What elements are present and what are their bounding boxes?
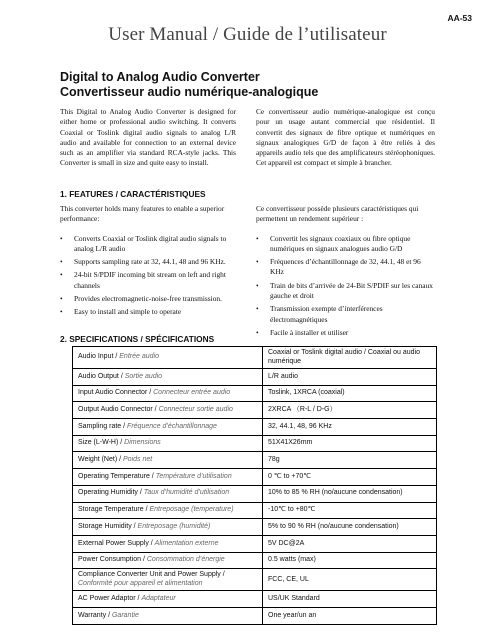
- spec-value: 0 ℃ to +70℃: [263, 469, 437, 486]
- spec-label-fr: Dimensions: [124, 439, 161, 447]
- spec-label-en: Output Audio Connector: [78, 406, 153, 414]
- spec-label: Operating Humidity / Taux d’humidité d’utilisation: [73, 485, 263, 502]
- spec-label: Sampling rate / Fréquence d’échantillonnage: [73, 419, 263, 436]
- feature-item: • Easy to install and simple to operate: [60, 307, 236, 317]
- table-row: [73, 502, 437, 519]
- features-heading: 1. FEATURES / CARACTÉRISTIQUES: [60, 189, 206, 199]
- features-en: [60, 204, 236, 321]
- spec-label-en: Sampling rate: [78, 422, 122, 430]
- spec-label-en: Weight (Net): [78, 456, 118, 464]
- intro-en: This Digital to Analog Audio Converter is designed for either home or professional audio switching. It converts Coaxial or Toslink digital audio signals to analog L/R audio and available for connection to an external device such as an amplifier via standard RCA-style jacks. This Converter is small in size and quite easy to install.: [60, 107, 236, 168]
- table-row: [73, 419, 437, 436]
- table-row: [73, 347, 437, 369]
- spec-label-fr: Température d’utilisation: [155, 472, 232, 480]
- spec-label-fr: Connecteur entrée audio: [153, 389, 231, 397]
- intro-fr: Ce convertisseur audio numérique-analogique est conçu pour un usage autant commercial que résidentiel. Il convertit des signaux de fibre optique et numériques en signaux analogiques G/D de façon à être reliés à des appareils audio tels que des amplificateurs stéréophoniques. Cet appareil est compact et simple à brancher.: [256, 107, 435, 168]
- spec-value: -10℃ to +80℃: [263, 502, 437, 519]
- spec-label-en: Audio Output: [78, 372, 119, 380]
- spec-label: Weight (Net) / Poids net: [73, 452, 263, 469]
- spec-label-fr: Consommation d’énergie: [146, 556, 225, 564]
- spec-label: Audio Input / Entrée audio: [73, 347, 263, 369]
- spec-label-fr: Poids net: [123, 456, 153, 464]
- spec-label-en: Input Audio Connector: [78, 389, 148, 397]
- spec-label: Input Audio Connector / Connecteur entrée audio: [73, 385, 263, 402]
- spec-label-fr: Connecteur sortie audio: [158, 406, 233, 414]
- spec-label: Output Audio Connector / Connecteur sortie audio: [73, 402, 263, 419]
- table-row: [73, 485, 437, 502]
- feature-item: • Facile à installer et utiliser: [256, 328, 435, 338]
- spec-label: Storage Temperature / Entreposage (temperature): [73, 502, 263, 519]
- spec-value: One year/un an: [263, 607, 437, 624]
- table-row: [73, 469, 437, 486]
- feature-item: • Supports sampling rate at 32, 44.1, 48 and 96 KHz.: [60, 257, 236, 267]
- feature-item: • Provides electromagnetic-noise-free transmission.: [60, 294, 236, 304]
- spec-label-fr: Alimentation externe: [154, 539, 219, 547]
- spec-value: Toslink, 1XRCA (coaxial): [263, 385, 437, 402]
- table-row: [73, 519, 437, 536]
- features-fr: [256, 204, 435, 341]
- spec-value: 0.5 watts (max): [263, 552, 437, 569]
- spec-label-en: Storage Humidity: [78, 522, 132, 530]
- spec-label: Size (L-W-H) / Dimensions: [73, 435, 263, 452]
- spec-value: 10% to 85 % RH (no/aucune condensation): [263, 485, 437, 502]
- features-intro-fr: Ce convertisseur possède plusieurs caractéristiques qui permettent un rendement supérieur :: [256, 204, 419, 224]
- feature-item: • Fréquences d’échantillonnage de 32, 44.1, 48 et 96 KHz: [256, 257, 435, 278]
- table-row: [73, 385, 437, 402]
- features-list-fr: [256, 234, 435, 339]
- spec-label-fr: Sortie audio: [124, 372, 163, 380]
- table-row: [73, 591, 437, 608]
- spec-label-fr: Fréquence d’échantillonnage: [127, 422, 217, 430]
- spec-value: FCC, CE, UL: [263, 569, 437, 591]
- spec-value: US/UK Standard: [263, 591, 437, 608]
- page-code: AA-53: [447, 13, 472, 23]
- table-row: [73, 607, 437, 624]
- spec-label-en: Operating Temperature: [78, 472, 150, 480]
- spec-value: 78g: [263, 452, 437, 469]
- spec-label: Compliance Converter Unit and Power Supply / Conformité pour appareil et alimentation: [73, 569, 263, 591]
- product-heading: [60, 70, 318, 100]
- table-row: [73, 369, 437, 386]
- spec-label-fr: Entrée audio: [119, 353, 159, 361]
- spec-label-en: Compliance Converter Unit and Power Supply: [78, 571, 221, 579]
- spec-label: AC Power Adaptor / Adaptateur: [73, 591, 263, 608]
- spec-value: Coaxial or Toslink digital audio / Coaxial ou audio numérique: [263, 347, 437, 369]
- spec-label-fr: Entreposage (temperature): [149, 506, 234, 514]
- spec-label: Power Consumption / Consommation d’énergie: [73, 552, 263, 569]
- spec-label-en: Storage Temperature: [78, 506, 144, 514]
- spec-label-fr: Adaptateur: [141, 594, 176, 602]
- feature-item: • Train de bits d’arrivée de 24-Bit S/PDIF sur les canaux gauche et droit: [256, 281, 435, 302]
- spec-label: External Power Supply / Alimentation externe: [73, 535, 263, 552]
- spec-label-en: External Power Supply: [78, 539, 149, 547]
- spec-label-en: Operating Humidity: [78, 489, 138, 497]
- spec-value: L/R audio: [263, 369, 437, 386]
- page-title: User Manual / Guide de l’utilisateur: [108, 24, 387, 45]
- spec-label-en: Power Consumption: [78, 556, 142, 564]
- spec-value: 2XRCA （R-L / D-G）: [263, 402, 437, 419]
- product-title-fr: Convertisseur audio numérique-analogique: [60, 85, 319, 99]
- feature-item: • 24-bit S/PDIF incoming bit stream on left and right channels: [60, 270, 236, 291]
- product-title-en: Digital to Analog Audio Converter: [60, 70, 260, 84]
- features-list-en: [60, 234, 236, 318]
- spec-label-fr: Garantie: [111, 611, 139, 619]
- table-row: [73, 435, 437, 452]
- spec-value: 32, 44.1, 48, 96 KHz: [263, 419, 437, 436]
- spec-label: Audio Output / Sortie audio: [73, 369, 263, 386]
- spec-label-en: AC Power Adaptor: [78, 594, 136, 602]
- spec-label-fr: Taux d’humidité d’utilisation: [143, 489, 230, 497]
- table-row: [73, 535, 437, 552]
- feature-item: • Convertit les signaux coaxiaux ou fibre optique numériques en signaux analogues audio G/D: [256, 234, 435, 255]
- spec-label: Warranty / Garantie: [73, 607, 263, 624]
- spec-label-fr: Conformité pour appareil et alimentation: [78, 579, 203, 587]
- feature-item: • Converts Coaxial or Toslink digital audio signals to analog L/R audio: [60, 234, 236, 255]
- features-intro-en: This converter holds many features to enable a superior performance:: [60, 204, 225, 224]
- specifications-heading: 2. SPECIFICATIONS / SPÉCIFICATIONS: [60, 334, 215, 344]
- spec-label: Operating Temperature / Température d’utilisation: [73, 469, 263, 486]
- table-row: [73, 402, 437, 419]
- table-row: [73, 552, 437, 569]
- spec-label-en: Size (L-W-H): [78, 439, 119, 447]
- spec-label: Storage Humidity / Entreposage (humidité): [73, 519, 263, 536]
- spec-label-en: Warranty: [78, 611, 107, 619]
- table-row: [73, 569, 437, 591]
- spec-value: 51X41X26mm: [263, 435, 437, 452]
- feature-item: • Transmission exempte d’interférences électromagnétiques: [256, 304, 435, 325]
- specifications-table: [72, 346, 437, 625]
- table-row: [73, 452, 437, 469]
- spec-value: 5V DC@2A: [263, 535, 437, 552]
- spec-label-en: Audio Input: [78, 353, 114, 361]
- spec-value: 5% to 90 % RH (no/aucune condensation): [263, 519, 437, 536]
- spec-label-fr: Entreposage (humidité): [137, 522, 211, 530]
